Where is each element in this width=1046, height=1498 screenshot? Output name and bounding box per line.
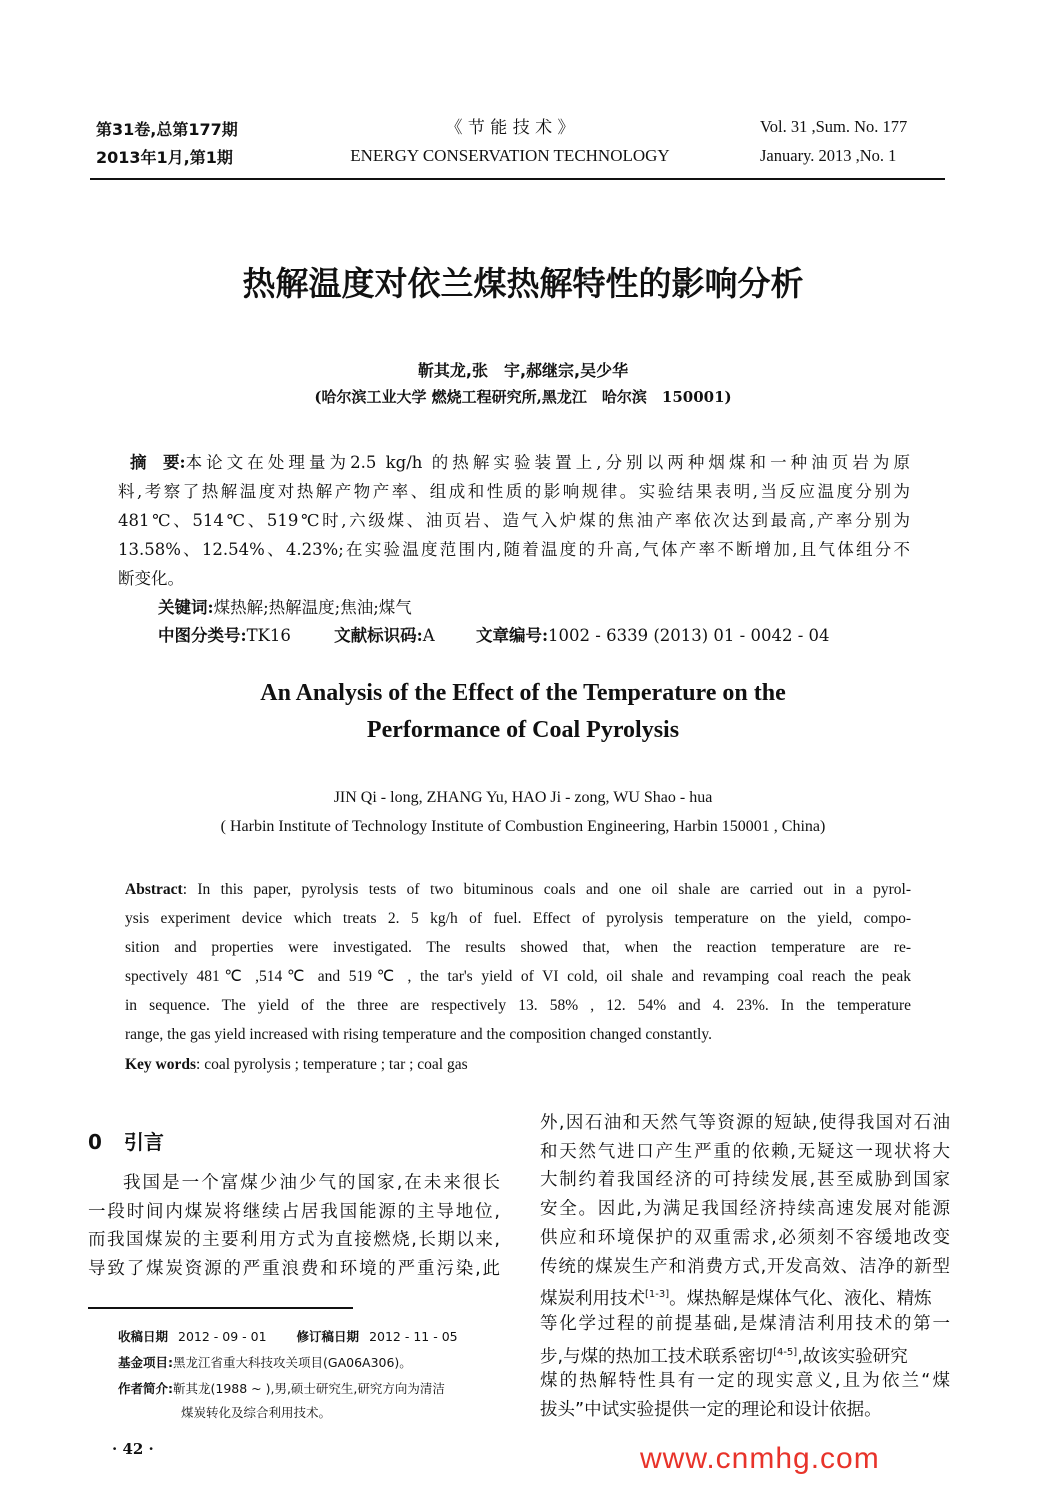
affiliation-cn: (哈尔滨工业大学 燃烧工程研究所,黑龙江 哈尔滨 150001): [314, 388, 732, 406]
body-line: 大制约着我国经济的可持续发展,甚至威胁到国家: [540, 1170, 950, 1190]
abstract-cn-line: 13.58%、12.54%、4.23%;在实验温度范围内,随着温度的升高,气体产率不断增加,且气体组分不: [118, 540, 910, 559]
revised-date: 2012 - 11 - 05: [369, 1329, 458, 1344]
watermark: www.cnmhg.com: [640, 1442, 880, 1475]
classification-cn: [158, 621, 950, 650]
body-line: 等化学过程的前提基础,是煤清洁利用技术的第一: [540, 1314, 950, 1334]
body-line: 一段时间内煤炭将继续占居我国能源的主导地位,: [88, 1202, 500, 1222]
abstract-en-text: : In this paper, pyrolysis tests of two bituminous coals and one oil shale are carried out in a pyrol-: [182, 881, 911, 898]
footnote-author: [118, 1379, 445, 1397]
body-text: 。煤热解是煤体气化、液化、精炼: [669, 1288, 932, 1309]
abstract-en-label: Abstract: [125, 881, 183, 898]
body-text: 步,与煤的热加工技术联系密切: [540, 1346, 774, 1367]
journal-name: [300, 114, 720, 170]
body-text: 煤炭利用技术: [540, 1288, 645, 1309]
abstract-en-line: in sequence. The yield of the three are respectively 13. 58% , 12. 54% and 4. 23%. In the temperature: [125, 997, 911, 1014]
issue-volume: 第31卷,总第177期: [96, 120, 238, 139]
body-line: 外,因石油和天然气等资源的短缺,使得我国对石油: [540, 1113, 950, 1133]
abstract-en-line: sition and properties were investigated. The results showed that, when the reaction temperature are re-: [125, 939, 911, 956]
article-no-value: 1002 - 6339 (2013) 01 - 0042 - 04: [548, 626, 830, 645]
issue-info-en: [760, 112, 907, 170]
page-number: · 42 ·: [112, 1440, 154, 1458]
keywords-cn: [158, 593, 950, 622]
section-number: 0: [88, 1130, 102, 1154]
abstract-cn-line: 料,考察了热解温度对热解产物产率、组成和性质的影响规律。实验结果表明,当反应温度分别为: [118, 482, 910, 501]
clc-label: 中图分类号:: [158, 626, 247, 645]
body-line: 导致了煤炭资源的严重浪费和环境的严重污染,此: [88, 1259, 500, 1279]
abstract-en-line: spectively 481℃ ,514℃ and 519℃ , the tar's yield of VI cold, oil shale and revamping coal reach the peak: [125, 968, 911, 985]
body-line: 安全。因此,为满足我国经济持续高速发展对能源: [540, 1199, 950, 1219]
keywords-cn-text: 煤热解;热解温度;焦油;煤气: [213, 598, 412, 617]
issue-volume-en: Vol. 31 ,Sum. No. 177: [760, 117, 908, 136]
section-title: 引言: [123, 1130, 164, 1154]
keywords-cn-label: 关键词:: [158, 598, 214, 617]
keywords-en-text: : coal pyrolysis ; temperature ; tar ; coal gas: [196, 1056, 468, 1073]
journal-name-en: ENERGY CONSERVATION TECHNOLOGY: [350, 146, 670, 165]
abstract-en-line: ysis experiment device which treats 2. 5 kg/h of fuel. Effect of pyrolysis temperature on the yield, compo-: [125, 910, 911, 927]
doc-code-label: 文献标识码:: [334, 626, 423, 645]
revised-label: 修订稿日期: [296, 1329, 360, 1344]
fund-label: 基金项目:: [118, 1355, 173, 1370]
affiliation-en: ( Harbin Institute of Technology Institute of Combustion Engineering, Harbin 150001 , China): [220, 818, 826, 835]
section-heading: [88, 1126, 164, 1155]
author-bio-label: 作者简介:: [118, 1381, 173, 1396]
body-text: ,故该实验研究: [797, 1346, 908, 1367]
abstract-en-line: range, the gas yield increased with rising temperature and the composition changed constantly.: [125, 1026, 712, 1043]
abstract-cn-line: 断变化。: [118, 569, 184, 588]
received-date: 2012 - 09 - 01: [178, 1329, 267, 1344]
issue-date: 2013年1月,第1期: [96, 148, 233, 167]
footnote-rule: [88, 1307, 353, 1309]
abstract-cn-text: 本论文在处理量为2.5 kg/h 的热解实验装置上,分别以两种烟煤和一种油页岩为原: [185, 453, 910, 472]
article-no-label: 文章编号:: [475, 626, 549, 645]
body-line: 传统的煤炭生产和消费方式,开发高效、洁净的新型: [540, 1257, 950, 1277]
issue-info-cn: [96, 116, 238, 172]
fund-text: 黑龙江省重大科技攻关项目(GA06A306)。: [173, 1355, 412, 1370]
body-line: 而我国煤炭的主要利用方式为直接燃烧,长期以来,: [88, 1230, 500, 1250]
journal-name-cn: 《 节 能 技 术 》: [445, 118, 575, 138]
doc-code-value: A: [422, 626, 435, 645]
issue-date-en: January. 2013 ,No. 1: [760, 146, 897, 165]
author-bio-text: 靳其龙(1988 ~ ),男,硕士研究生,研究方向为清洁: [173, 1381, 445, 1396]
body-line: 供应和环境保护的双重需求,必须刻不容缓地改变: [540, 1228, 950, 1248]
citation[interactable]: [1-3]: [645, 1289, 670, 1300]
abstract-cn-line: 481℃、514℃、519℃时,六级煤、油页岩、造气入炉煤的焦油产率依次达到最高,产率分别为: [118, 511, 910, 530]
body-line: 我国是一个富煤少油少气的国家,在未来很长: [123, 1173, 500, 1193]
paper-title-cn: 热解温度对依兰煤热解特性的影响分析: [242, 264, 804, 303]
keywords-en: [125, 1050, 911, 1079]
header-rule: [90, 178, 945, 180]
keywords-en-label: Key words: [125, 1056, 197, 1073]
abstract-cn-label: 摘 要:: [130, 453, 186, 472]
body-line: 拔头”中试实验提供一定的理论和设计依据。: [540, 1400, 882, 1420]
body-line: 和天然气进口产生严重的依赖,无疑这一现状将大: [540, 1142, 950, 1162]
received-label: 收稿日期: [118, 1329, 169, 1344]
clc-value: TK16: [246, 626, 291, 645]
authors-cn: 靳其龙,张 宇,郝继宗,吴少华: [417, 361, 629, 380]
body-line: [540, 1281, 950, 1310]
abstract-en-line: [125, 875, 911, 904]
footnote-dates: [118, 1327, 458, 1345]
footnote-author-cont: 煤炭转化及综合利用技术。: [181, 1405, 332, 1420]
authors-en: JIN Qi - long, ZHANG Yu, HAO Ji - zong, WU Shao - hua: [333, 789, 713, 806]
abstract-cn-line: [130, 448, 910, 477]
citation[interactable]: [4-5]: [773, 1347, 798, 1358]
paper-title-en-line1: An Analysis of the Effect of the Temperature on the: [260, 680, 786, 706]
footnote-fund: [118, 1353, 412, 1371]
paper-title-en-line2: Performance of Coal Pyrolysis: [366, 717, 680, 743]
body-line: 煤的热解特性具有一定的现实意义,且为依兰“煤: [540, 1371, 950, 1391]
body-line: [540, 1339, 950, 1368]
